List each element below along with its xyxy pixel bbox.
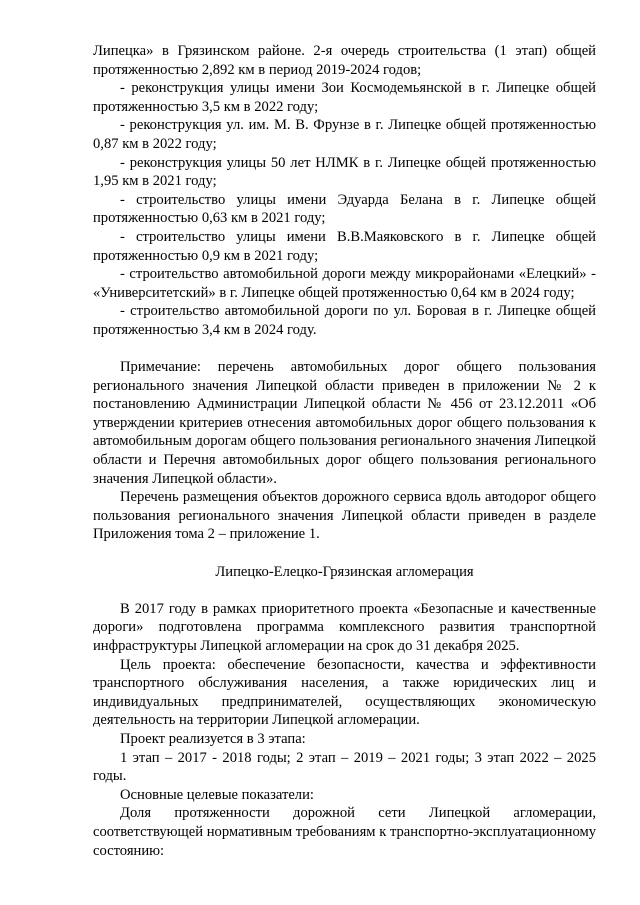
list-item-road-4: - строительство улицы имени Эдуарда Белана в г. Липецке общей протяженностью 0,63 км в 2021 году; [93,191,596,227]
spacer [93,340,596,359]
list-item-road-6: - строительство автомобильной дороги между микрорайонами «Елецкий» - «Университетский» в г. Липецке общей протяженностью 0,64 км в 2024 году; [93,266,596,301]
paragraph-continuation: Липецка» в Грязинском районе. 2-я очередь строительства (1 этап) общей протяженностью 2,892 км в период 2019-2024 годов; [93,43,596,78]
list-item-road-5: - строительство улицы имени В.В.Маяковского в г. Липецке общей протяженностью 0,9 км в 2021 году; [93,228,596,264]
list-item-road-2: - реконструкция ул. им. М. В. Фрунзе в г. Липецке общей протяженностью 0,87 км в 2022 году; [93,117,596,152]
section-paragraph-stage-dates: 1 этап – 2017 - 2018 годы; 2 этап – 2019 – 2021 годы; 3 этап 2022 – 2025 годы. [93,749,596,785]
section-paragraph-program: В 2017 году в рамках приоритетного проекта «Безопасные и качественные дороги» подготовлена программа комплексного развития транспортной инфраструктуры Липецкой агломерации на срок до 31 декабря 2025. [93,600,596,654]
spacer [93,544,596,563]
section-paragraph-stages: Проект реализуется в 3 этапа: [120,730,306,747]
service-paragraph: Перечень размещения объектов дорожного сервиса вдоль автодорог общего пользования регионального значения Липецкой области приведен в разделе Приложения тома 2 – приложение 1. [93,489,596,543]
section-title: Липецко-Елецко-Грязинская агломерация [215,563,474,580]
list-item-road-3: - реконструкция улицы 50 лет НЛМК в г. Липецке общей протяженностью 1,95 км в 2021 году; [93,154,596,190]
spacer [93,581,596,600]
note-paragraph: Примечание: перечень автомобильных дорог общего пользования регионального значения Липецкой области приведен в приложении № 2 к постановлению Администрации Липецкой области № 456 от 23.12.2011 «Об утверждении критериев отнесения автомобильных дорог общего пользования к автомобильным дорогам общего пользования регионального значения Липецкой области и Перечня автомобильных дорог общего пользования регионального значения Липецкой области». [93,359,596,487]
section-paragraph-indicators: Основные целевые показатели: [120,786,314,803]
list-item-road-1: - реконструкция улицы имени Зои Космодемьянской в г. Липецке общей протяженностью 3,5 км в 2022 году; [93,80,596,115]
section-paragraph-goal: Цель проекта: обеспечение безопасности, качества и эффективности транспортного обслуживания населения, а также юридических лиц и индивидуальных предпринимателей, осуществляющих экономическую деятельность на территории Липецкой агломерации. [93,656,596,729]
document-body [93,42,596,860]
list-item-road-7: - строительство автомобильной дороги по ул. Боровая в г. Липецке общей протяженностью 3,4 км в 2024 году. [93,303,596,338]
section-paragraph-share: Доля протяженности дорожной сети Липецкой агломерации, соответствующей нормативным требованиям к транспортно-эксплуатационному состоянию: [93,805,596,859]
